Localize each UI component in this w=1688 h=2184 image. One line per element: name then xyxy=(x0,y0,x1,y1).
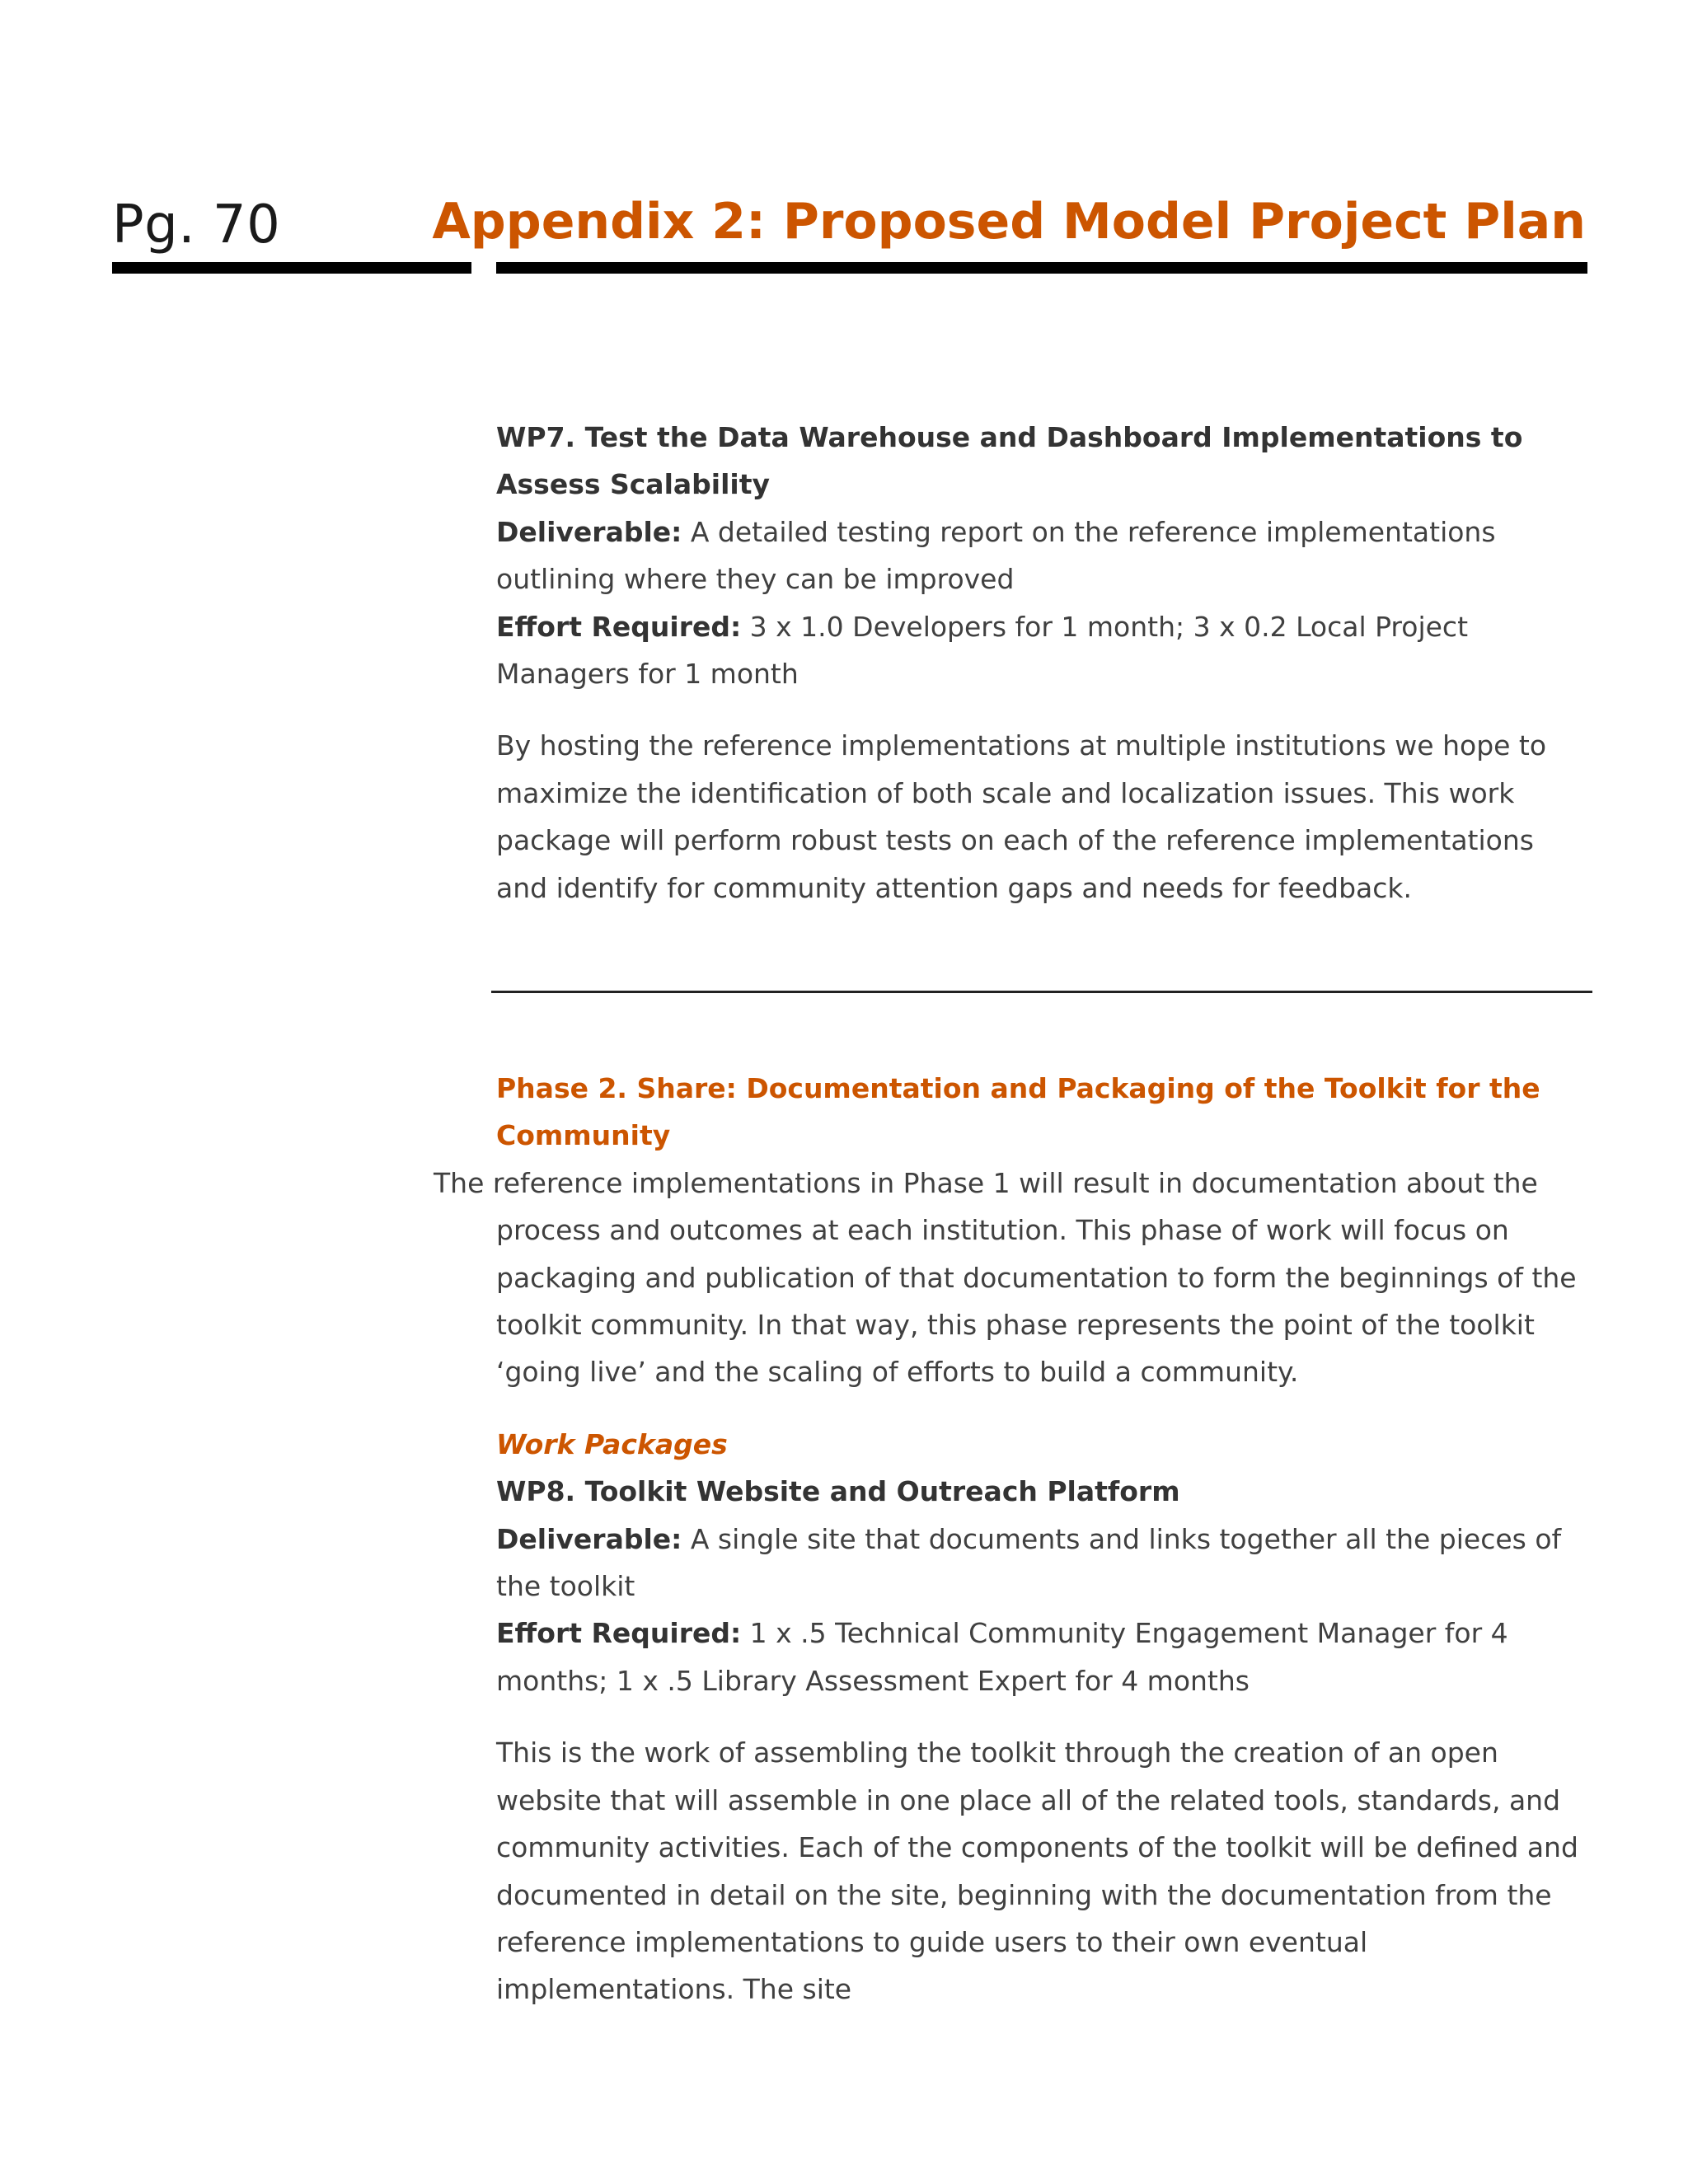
header-rule-left xyxy=(112,262,471,274)
phase2-section xyxy=(434,1065,1592,2013)
wp7-deliverable xyxy=(496,509,1592,603)
page-number: Pg. 70 xyxy=(112,194,281,255)
wp8-body: This is the work of assembling the toolkit through the creation of an open website that will assemble in one place all of the related tools, standards, and community activities. Each of the components of the toolkit will be defined and documented in detail on the site, beginning with the documentation from the reference implementations to guide users to their own eventual implementations. The site xyxy=(496,1736,1578,2006)
wp7-effort-text: 3 x 1.0 Developers for 1 month; 3 x 0.2 Local Project Managers for 1 month xyxy=(496,610,1469,691)
phase2-intro: The reference implementations in Phase 1 will result in documentation about the process and outcomes at each institution. This phase of work will focus on packaging and publication of that documentation to form the beginnings of the toolkit community. In that way, this phase represents the point of the toolkit ‘going live’ and the scaling of efforts to build a community. xyxy=(434,1166,1577,1389)
wp8-heading xyxy=(496,1468,1592,1515)
wp8-deliverable-label: Deliverable: xyxy=(496,1522,682,1555)
wp7-section xyxy=(496,414,1592,912)
wp8-effort xyxy=(496,1610,1592,1704)
section-divider xyxy=(491,991,1592,993)
header-rule-right xyxy=(496,262,1587,274)
wp8-effort-text: 1 x .5 Technical Community Engagement Manager for 4 months; 1 x .5 Library Assessment Expert for 4 months xyxy=(496,1617,1508,1697)
phase2-heading xyxy=(496,1065,1592,1160)
wp7-heading-text: WP7. Test the Data Warehouse and Dashboard Implementations to Assess Scalability xyxy=(496,421,1523,501)
wp7-deliverable-text: A detailed testing report on the reference implementations outlining where they can be improved xyxy=(496,515,1496,596)
wp8-heading-text: WP8. Toolkit Website and Outreach Platform xyxy=(496,1475,1180,1508)
work-packages-label-line xyxy=(496,1421,1592,1468)
phase2-heading-text: Phase 2. Share: Documentation and Packaging of the Toolkit for the Community xyxy=(496,1072,1540,1152)
wp7-effort-label: Effort Required: xyxy=(496,610,742,643)
wp8-deliverable-text: A single site that documents and links together all the pieces of the toolkit xyxy=(496,1522,1562,1603)
wp8-deliverable xyxy=(496,1516,1592,1610)
wp7-body: By hosting the reference implementations at multiple institutions we hope to maximize the identification of both scale and localization issues. This work package will perform robust tests on each of the reference implementations and identify for community attention gaps and needs for feedback. xyxy=(496,729,1547,904)
wp7-heading xyxy=(496,414,1592,509)
wp7-deliverable-label: Deliverable: xyxy=(496,515,682,548)
wp7-effort xyxy=(496,603,1592,698)
page-title: Appendix 2: Proposed Model Project Plan xyxy=(432,193,1586,251)
wp8-effort-label: Effort Required: xyxy=(496,1617,742,1650)
work-packages-label: Work Packages xyxy=(496,1427,728,1460)
